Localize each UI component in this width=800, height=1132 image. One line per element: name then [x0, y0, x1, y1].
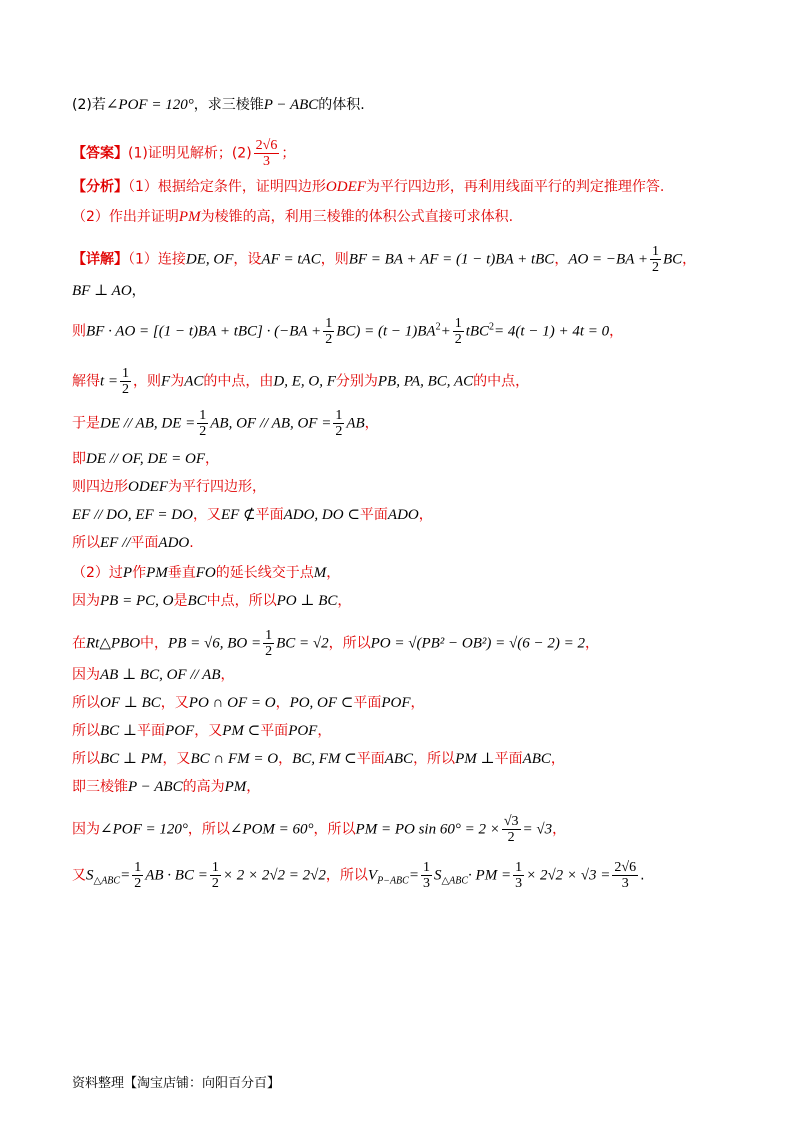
- detail-line-5: 于是DE // AB, DE = $\frac{1}{2}$ AB, OF // AB, OF = $\frac{1}{2}$ AB，: [72, 408, 379, 439]
- question-2: (2)若∠POF = 120°，求三棱锥P − ABC的体积.: [72, 97, 365, 113]
- detail-line-7: 则四边形ODEF为平行四边形，: [72, 479, 266, 495]
- detail-line-6: 即DE // OF, DE = OF，: [72, 451, 220, 467]
- detail-line-18: 因为∠POF = 120°，所以∠POM = 60°，所以PM = PO sin 60° = 2 × $\frac{√3}{2}$ = √3，: [72, 814, 567, 845]
- detail-line-16: 所以BC ⊥ PM，又BC ∩ FM = O，BC, FM ⊂平面ABC，所以PM ⊥平面ABC，: [72, 751, 565, 767]
- footer-source: 资料整理【淘宝店铺：向阳百分百】: [72, 1076, 281, 1091]
- answer-fraction: $\frac{2√6}{3}$: [255, 138, 278, 169]
- analysis-line-1: 【分析】（1）根据给定条件，证明四边形ODEF为平行四边形，再利用线面平行的判定推理作答.: [72, 179, 665, 195]
- detail-line-10: （2）过P作PM垂直FO的延长线交于点M，: [72, 565, 341, 581]
- detail-line-19: 又$S_{\triangle ABC}=$ $\frac{1}{2}$ AB · BC = $\frac{1}{2}$ × 2 × 2√2 = 2√2，所以$V_{P-ABC}=$ $\frac{1}{3}$ $S_{\triangle ABC}\cdot$ PM = $\frac{1}{3}$ × 2√2 × √3 = $\frac{2√6}{3}$ .: [72, 860, 645, 891]
- detail-line-9: 所以EF //平面ADO.: [72, 535, 194, 551]
- detail-line-15: 所以BC ⊥平面POF，又PM ⊂平面POF，: [72, 723, 332, 739]
- detail-line-11: 因为PB = PC, O是BC中点，所以PO ⊥ BC，: [72, 593, 352, 609]
- analysis-line-2: （2）作出并证明PM为棱锥的高，利用三棱锥的体积公式直接可求体积.: [72, 209, 514, 225]
- detail-line-3: 则BF · AO = [(1 − t)BA + tBC] · (−BA + $\frac{1}{2}$ $BC) = (t - 1)BA^2+$ $\frac{1}{2}$ tBC$^2$= 4(t − 1) + 4t = 0，: [72, 316, 624, 347]
- answer-line: 【答案】(1)证明见解析；(2) $\frac{2√6}{3}$ ；: [72, 138, 296, 169]
- detail-line-4: 解得t = $\frac{1}{2}$ ，则F为AC的中点，由D, E, O, F分别为PB, PA, BC, AC的中点，: [72, 366, 530, 397]
- detail-line-17: 即三棱锥P − ABC的高为PM，: [72, 779, 261, 795]
- detail-line-14: 所以OF ⊥ BC，又PO ∩ OF = O，PO, OF ⊂平面POF，: [72, 695, 425, 711]
- detail-line-2: BF ⊥ AO，: [72, 283, 146, 299]
- detail-line-12: 在Rt△PBO中，PB = √6, BO = $\frac{1}{2}$ BC = √2，所以PO = √(PB² − OB²) = √(6 − 2) = 2，: [72, 628, 599, 659]
- detail-line-1: 【详解】（1）连接DE, OF，设AF = tAC，则BF = BA + AF = (1 − t)BA + tBC，AO = −BA + $\frac{1}{2}$ BC，: [72, 244, 697, 275]
- detail-line-13: 因为AB ⊥ BC, OF // AB，: [72, 667, 235, 683]
- detail-line-8: EF // DO, EF = DO，又EF ⊄平面ADO, DO ⊂平面ADO，: [72, 507, 433, 523]
